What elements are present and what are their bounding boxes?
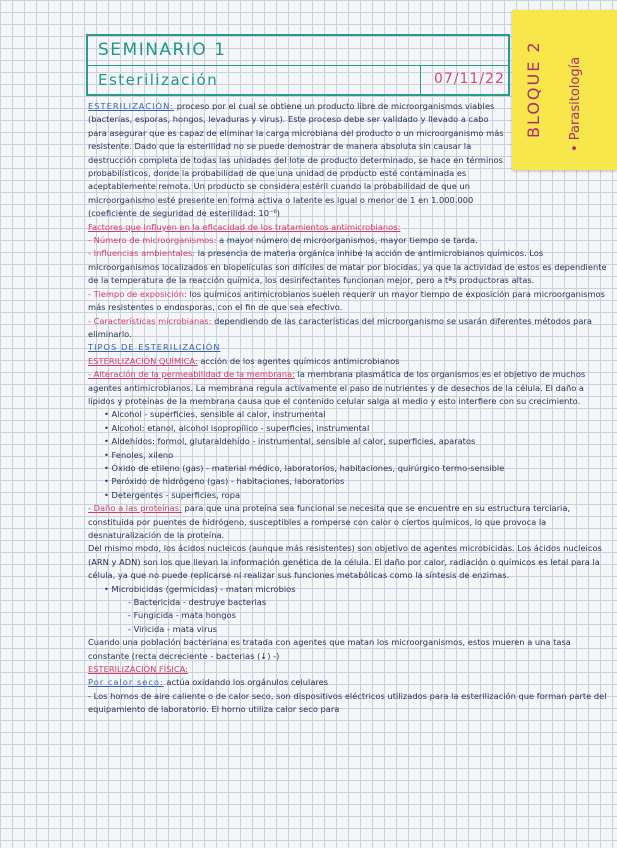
factor-item xyxy=(88,234,608,247)
factor-label: - Tiempo de exposición: xyxy=(88,288,187,299)
intro-text: proceso por el cual se obtiene un producto libre de microorganismos viables (bacterias, esporas, hongos, levaduras y virus). Este proceso debe ser validado y llevado a cabo para asegurar que es capaz de eliminar la carga microbiana del producto o un microorganismo más resistente. Dado que la esterilidad no se puede demostrar de manera absoluta sin causar la destrucción completa de todas las unidades del lote de producto determinado, se hace en términos probabilísticos, donde la probabilidad de que una unidad de producto esté contaminada es aceptablemente remota. Un producto se considera estéril cuando la probabilidad de que un microorganismo esté presente en forma activa o latente es igual o menor de 1 en 1.000.000 (coeficiente de seguridad de esterilidad: 10⁻⁶) xyxy=(88,101,504,219)
chem-heading: ESTERILIZACIÓN QUÍMICA: xyxy=(88,355,198,366)
membrane-text: la membrana plasmática de los organismos es el objetivo de muchos agentes antimicrobianos. La membrana regula activamente el paso de nutrientes y de desechos de la célula. El daño a lípidos y proteínas de la membrana causa que el contenido celular salga al medio y esto interfiere con su crecimiento. xyxy=(88,369,586,406)
intro-heading: ESTERILIZACIÓN: xyxy=(88,101,175,111)
factor-text: la presencia de materia orgánica inhibe la acción de antimicrobianos químicos. Los microorganismos localizados en biopelículas son difíciles de matar por biocidas, ya que la actividad de estos es dependiente de la temperatura de la reacción química, los desinfectantes funcionan mejor, pero a tªs productoras altas. xyxy=(88,248,607,286)
header-date-divider xyxy=(420,65,421,94)
dry-intro: actúa oxidando los orgánulos celulares xyxy=(166,677,329,688)
microbicide-item: - Fungicida - mata hongos xyxy=(128,610,236,621)
factors-heading: Factores que influyen en la eficacidad de los tratamientos antimicrobianos: xyxy=(88,221,401,232)
membrane-paragraph xyxy=(88,368,608,408)
protein-text: para que una proteína sea funcional se necesita que se encuentre en su estructura terciaria, constituida por puentes de hidrógeno, susceptibles a romperse con calor o ciertos químicos, lo que provoca la desnaturalización de la proteína. xyxy=(88,503,571,540)
agent-item: • Óxido de etileno (gas) - material médico, laboratorios, habitaciones, quirúrgico termo-sensible xyxy=(104,462,505,473)
page-date: 07/11/22 xyxy=(434,71,505,87)
agent-item: • Alcohol - superficies, sensible al calor, instrumental xyxy=(104,409,326,420)
header-divider xyxy=(88,65,508,66)
factor-item xyxy=(88,315,608,342)
notes-body xyxy=(88,100,608,717)
agent-item: • Alcohol: etanol, alcohol isopropílico - superficies, instrumental xyxy=(104,422,370,433)
microbicide-item: - Viricida - mata virus xyxy=(128,623,217,634)
microbicide-heading: • Microbicidas (germicidas) - matan microbios xyxy=(104,583,296,594)
protein-paragraph xyxy=(88,502,608,542)
population-paragraph: Cuando una población bacteriana es tratada con agentes que matan los microorganismos, estos mueren a una tasa constante (recta decreciente - bacterias (↓) -) xyxy=(88,637,571,661)
phys-heading: ESTERILIZACIÓN FÍSICA: xyxy=(88,664,188,675)
page-title: SEMINARIO 1 xyxy=(98,40,227,60)
sticky-block-label: BLOQUE 2 xyxy=(524,40,543,138)
header-box xyxy=(86,34,510,96)
agent-item: • Aldehídos: formol, glutaraldehído - instrumental, sensible al calor, superficies, aparatos xyxy=(104,436,476,447)
factor-label: - Número de microorganismos: xyxy=(88,235,217,246)
factor-item xyxy=(88,247,608,287)
sticky-topic-label: • Parasitología xyxy=(568,56,583,152)
types-heading: TIPOS DE ESTERILIZACIÓN xyxy=(88,342,221,353)
microbicide-item: - Bactericida - destruye bacterias xyxy=(128,597,267,608)
dry-label: Por calor seco: xyxy=(88,677,164,688)
dry-heat-text: - Los hornos de aire caliente o de calor seco, son dispositivos eléctricos utilizados para la esterilización que forman parte del equipamiento de laboratorio. El horno utiliza calor seco para xyxy=(88,690,607,715)
protein-label: - Daño a las proteínas: xyxy=(88,503,182,514)
factor-label: - Influencias ambientales: xyxy=(88,248,196,259)
dry-heat-paragraph xyxy=(88,676,608,689)
agent-item: • Peróxido de hidrógeno (gas) - habitaciones, laboratorios xyxy=(104,476,345,487)
agent-item: • Detergentes - superficies, ropa xyxy=(104,489,241,500)
nucleic-paragraph: Del mismo modo, los ácidos nucleicos (aunque más resistentes) son objetivo de agentes microbicidas. Los ácidos nucleicos (ARN y ADN) son los que llevan la información genética de la célula. El daño por calor, radiación o químicos es letal para la célula, ya que no puede replicarse ni realizar sus funciones metabólicas como la síntesis de enzimas. xyxy=(88,543,602,581)
intro-paragraph xyxy=(88,100,508,221)
factor-item xyxy=(88,288,608,315)
agent-item: • Fenoles, xileno xyxy=(104,449,174,460)
page-subtitle: Esterilización xyxy=(98,71,219,89)
chem-paragraph xyxy=(88,355,608,368)
factor-text: los químicos antimicrobianos suelen requerir un mayor tiempo de exposición para microorganismos más resistentes o endosporas, con el fin de que sea efectivo. xyxy=(88,288,605,313)
factor-text: a mayor número de microorganismos, mayor tiempo se tarda. xyxy=(218,235,478,246)
factor-text: dependiendo de las características del microorganismo se usarán diferentes métodos para eliminarlo. xyxy=(88,315,592,339)
factor-label: - Características microbianas: xyxy=(88,315,212,326)
membrane-label: - Alteración de la permeabilidad de la membrana: xyxy=(88,369,295,380)
chem-intro: acción de los agentes químicos antimicrobianos xyxy=(200,355,400,366)
